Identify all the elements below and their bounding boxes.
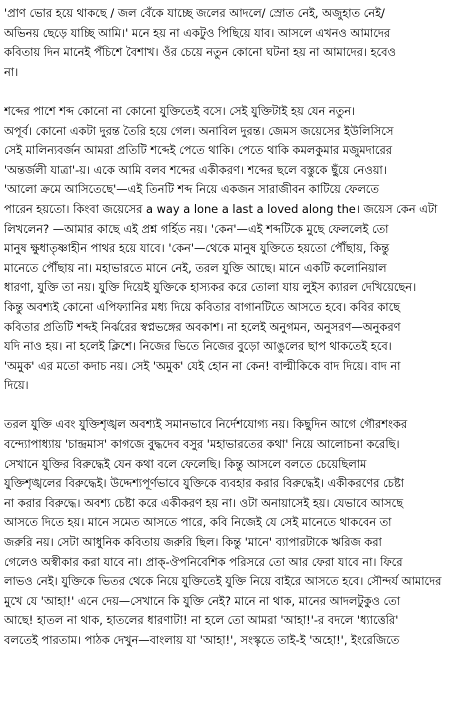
text-line: কিন্তু অবশ্যই কোনো এপিফ্যানির মধ্য দিয়ে কবিতার বাগানটিতে আসতে হবে। কবির কাছে xyxy=(4,299,401,314)
paragraph-1 xyxy=(4,4,445,82)
paragraph-3 xyxy=(4,415,445,650)
text-line: না। xyxy=(4,64,19,79)
text-line: সেখানে যুক্তির বিরুদ্ধেই যেন কথা বলে ফেলেছি। কিন্তু আসলে বলতে চেয়েছিলাম xyxy=(4,456,367,471)
text-line: মুখে যে 'আহা!' এনে দেয়—সেখানে কি যুক্তি নেই? মানে না থাক, মানের আদলটুকুও তো xyxy=(4,593,401,608)
text-line: 'অমুক' এর মতো কদাচ নয়। সেই 'অমুক' যেই হোন না কেন! বাল্মীকিকে বাদ দিয়ে। বাদ না xyxy=(4,358,401,373)
text-line: দিয়ে। xyxy=(4,378,29,393)
text-line: বন্দ্যোপাধ্যায় 'চান্দ্রমাস' কাগজে বুদ্ধদেব বসুর 'মহাভারতের কথা' নিয়ে আলোচনা করেছি। xyxy=(4,437,400,452)
text-line: ধারণা, যুক্তি তা নয়। যুক্তি দিয়েই যুক্তিকে হাস্যকর করে তোলা যায় লুইস ক্যারল দেখিয়েছেন। xyxy=(4,280,417,295)
text-line: তরল যুক্তি এবং যুক্তিশৃঙ্খল অবশ্যই সমানভাবে নির্দেশযোগ্য নয়। কিছুদিন আগে গৌরশংকর xyxy=(4,417,408,432)
text-line: অপূর্ব। কোনো একটা দুরন্ত তৈরি হয়ে গেল। অনাবিল দুরন্ত। জেমস জয়েসের ইউলিসিসে xyxy=(4,123,394,138)
text-line: 'অন্তর্জলী যাত্রা'-য়। একে আমি বলব শব্দের একীকরণ। শব্দের ছলে বস্তুকে ছুঁয়ে নেওয়া। xyxy=(4,162,387,177)
text-line: পারেন হয়তো। কিংবা জয়েসের a way a lone a last a loved along the। জয়েস কেন এটা xyxy=(4,201,438,216)
text-line: যদি নাও হয়। না হলেই ক্লিশে। নিজের ভিতে নিজের বুড়ো আঙুলের ছাপ থাকতেই হবে। xyxy=(4,339,392,354)
text-line: 'আলো ক্রমে আসিতেছে'—এই তিনটি শব্দ নিয়ে একজন সারাজীবন কাটিয়ে ফেলতে xyxy=(4,182,379,197)
text-line: জরুরি নয়। সেটা আধুনিক কবিতায় জরুরি ছিল। কিন্তু 'মানে' ব্যাপারটাকে ঋরিজ করা xyxy=(4,535,382,550)
text-line: আছে! হাতল না থাক, হাতলের ধারণাটা! না হলে তো আমরা 'আহা!'-র বদলে 'ধ্যাত্তেরি' xyxy=(4,613,399,628)
paragraph-2 xyxy=(4,102,445,396)
text-line: কবিতায় দিন মানেই পঁচিশে বৈশাখ। ওঁর চেয়ে নতুন কোনো ঘটনা হয় না আমাদের। হবেও xyxy=(4,45,396,60)
document-page xyxy=(4,4,445,651)
text-line: মানুষ ক্ষুধাতৃষ্ণাহীন পাথর হয়ে যাবে। 'কেন'—থেকে মানুষ যুক্তিতে হয়তো পৌঁছায়, কিন্তু xyxy=(4,241,390,256)
text-line: না করার বিরুদ্ধে। অবশ্য চেষ্টা করে একীকরণ হয় না। ওটা অনায়াসেই হয়। যেভাবে আসছে xyxy=(4,495,404,510)
text-line: শব্দের পাশে শব্দ কোনো না কোনো যুক্তিতেই বসে। সেই যুক্তিটাই হয় যেন নতুন। xyxy=(4,103,356,118)
text-line: মানেতে পৌঁছায় না। মহাভারতে মানে নেই, তরল যুক্তি আছে। মানে একটি কলোনিয়াল xyxy=(4,260,387,275)
text-line: আসতে দিতে হয়। মানে সমেত আসতে পারে, কবি নিজেই যে সেই মানেতে থাকবেন তা xyxy=(4,515,392,530)
text-line: যুক্তিশৃঙ্খলের বিরুদ্ধেই। উদ্দেশ্যপূর্ণভাবে যুক্তিকে ব্যবহার করার বিরুদ্ধেই। একীকরণের চেষ্টা xyxy=(4,476,404,491)
text-line: বলতেই পারতাম। পাঠক দেখুন—বাংলায় যা 'আহা!', সংস্কৃতে তাই-ই 'অহো!', ইংরেজিতে xyxy=(4,633,400,647)
text-line: গেলেও অস্বীকার করা যাবে না। প্রাক্‌-ঔপনিবেশিক পরিসরে তো আর ফেরা যাবে না। ফিরে xyxy=(4,554,403,569)
text-line: লাভও নেই। যুক্তিকে ভিতর থেকে নিয়ে যুক্তিতেই যুক্তি নিয়ে বাইরে আসতে হবে। সৌন্দর্য আমাদের xyxy=(4,574,442,589)
text-line: 'প্রাণ ভোর হয়ে থাকছে / জল বেঁকে যাচ্ছে জলের আদলে/ স্রোত নেই, অজুহাত নেই/ xyxy=(4,6,385,20)
text-line: অভিনয় ছেড়ে যাচ্ছি আমি।' মনে হয় না একটুও পিছিয়ে যাব। আসলে এখনও আমাদের xyxy=(4,25,391,40)
text-line: সেই মালিন্যবর্জন আমরা প্রতিটি শব্দেই পেতে থাকি। পেতে থাকি কমলকুমার মজুমদারের xyxy=(4,143,392,158)
text-line: কবিতার প্রতিটি শব্দই নির্ঝরের স্বপ্নভঙ্গের অবকাশ। না হলেই অনুগমন, অনুসরণ—অনুকরণ xyxy=(4,319,401,334)
text-line: লিখলেন? —আমার কাছে এই প্রশ্ন গর্হিত নয়। 'কেন'—এই শব্দটিকে মুছে ফেললেই তো xyxy=(4,221,389,236)
paragraph-gap xyxy=(4,396,445,416)
paragraph-gap xyxy=(4,82,445,102)
